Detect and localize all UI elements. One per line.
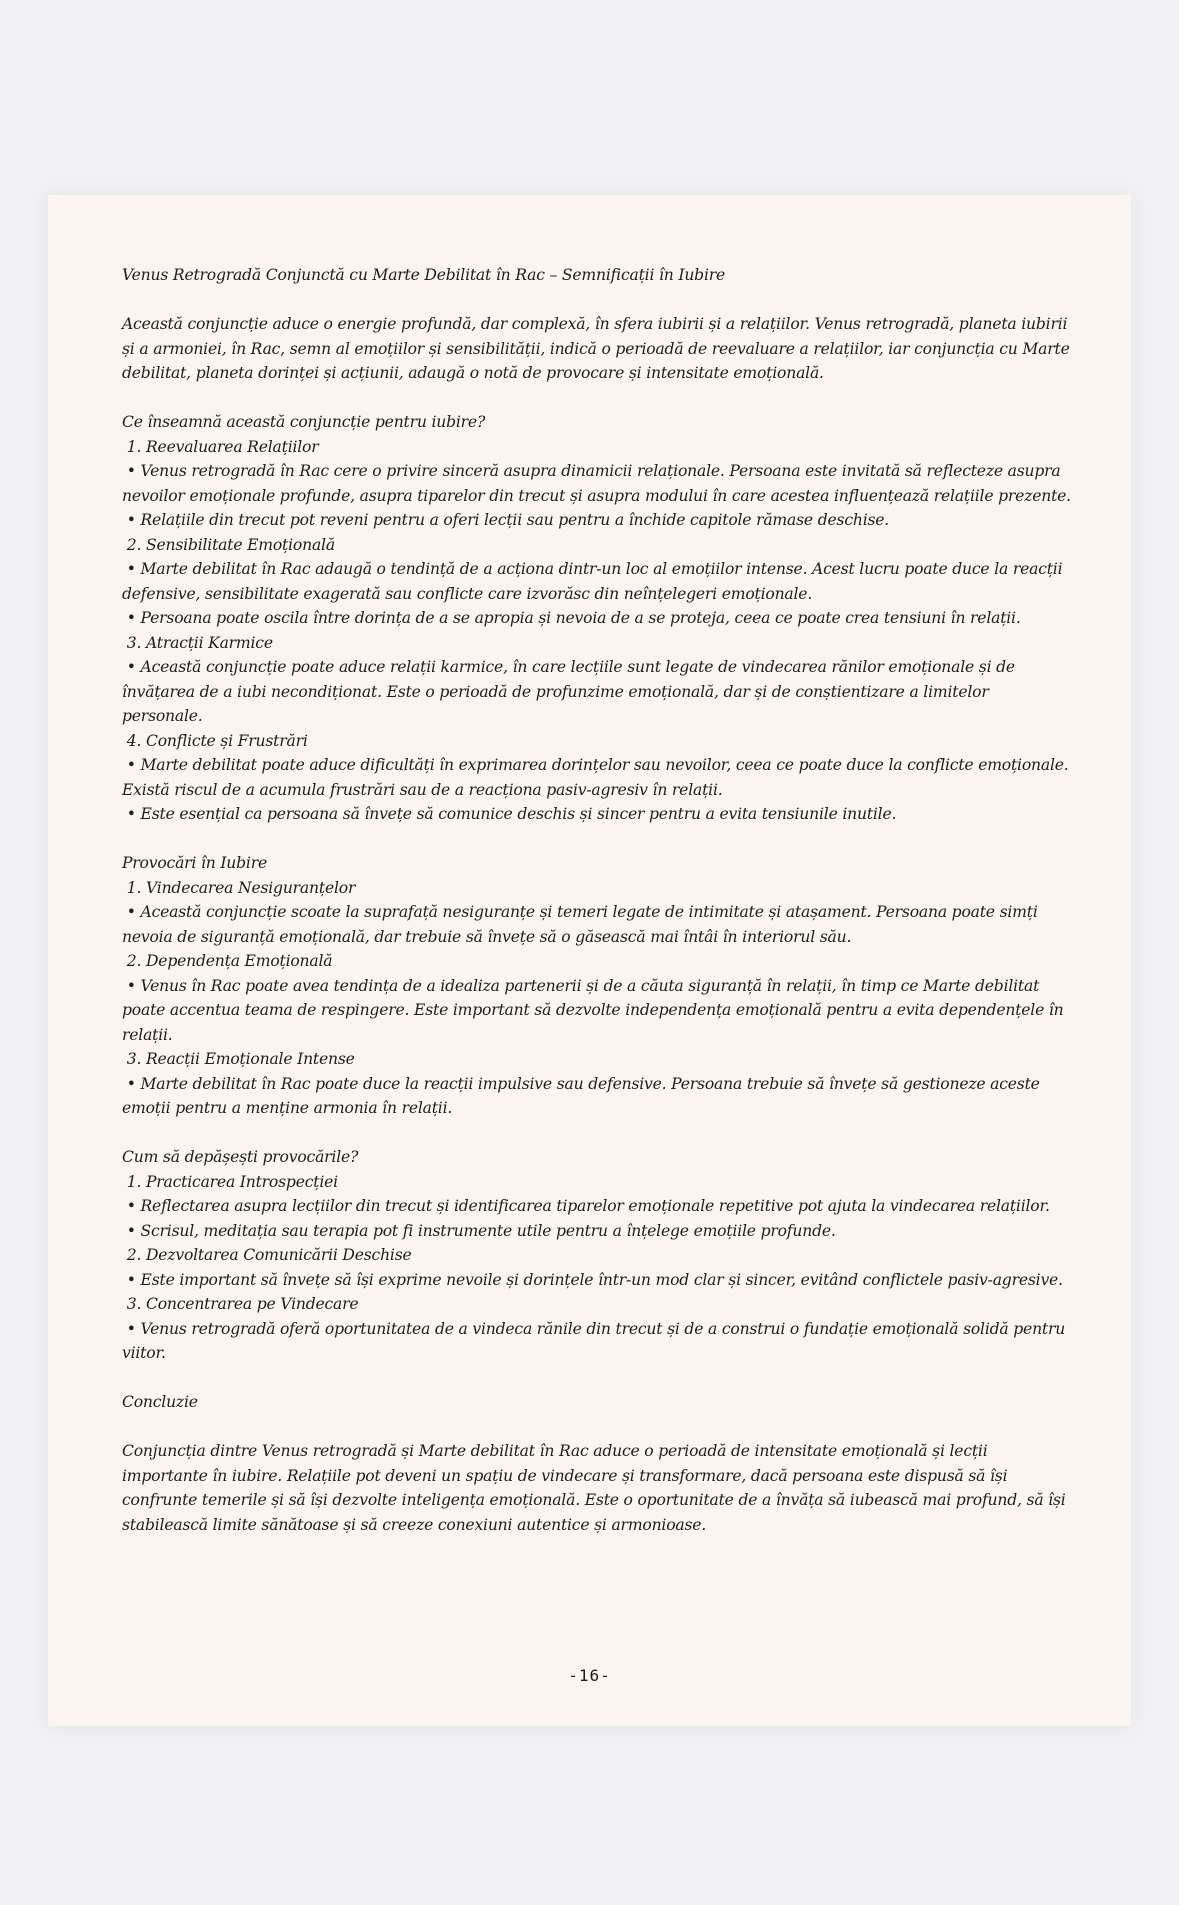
document-body (122, 263, 1075, 1537)
list-item: 4. Conflicte și Frustrări (122, 731, 308, 750)
spacer (122, 386, 1072, 411)
list-item: • Această conjuncție scoate la suprafață nesiguranțe și temeri legate de intimitate și atașament. Persoana poate simți nevoia de siguranță emoțională, dar trebuie să învețe să o găsească mai întâi în interiorul său. (122, 903, 1043, 946)
section-heading: Ce înseamnă această conjuncție pentru iubire? (122, 413, 486, 431)
section-list (122, 1170, 1072, 1366)
list-item: • Venus retrogradă oferă oportunitatea de a vindeca rănile din trecut și de a construi o fundație emoțională solidă pentru viitor. (122, 1319, 1070, 1362)
list-item: • Venus în Rac poate avea tendința de a idealiza partenerii și de a căuta siguranță în relații, în timp ce Marte debilitat poate accentua teama de respingere. Este important să dezvolte independența emoțională pentru a evita dependențele în relații. (122, 976, 1069, 1044)
list-item: 3. Concentrarea pe Vindecare (122, 1295, 359, 1313)
list-item: • Venus retrogradă în Rac cere o privire sinceră asupra dinamicii relaționale. Persoana este invitată să reflecteze asupra nevoilor emoționale profunde, asupra tiparelor din trecut și asupra modului în care acestea influențează relațiile prezente. (122, 462, 1071, 505)
list-item: • Este esențial ca persoana să învețe să comunice deschis și sincer pentru a evita tensiunile inutile. (122, 805, 897, 823)
list-item: 1. Reevaluarea Relațiilor (122, 437, 319, 456)
list-item: 2. Dezvoltarea Comunicării Deschise (122, 1246, 412, 1264)
list-item: 3. Atracții Karmice (122, 633, 273, 652)
spacer (122, 1366, 1072, 1391)
section-list (122, 876, 1072, 1121)
document-page (48, 195, 1131, 1726)
intro-paragraph: Această conjuncție aduce o energie profundă, dar complexă, în sfera iubirii și a relațiilor. Venus retrogradă, planeta iubirii și a armoniei, în Rac, semn al emoțiilor și sensibilității, indică o perioadă de reevaluare a relațiilor, iar conjuncția cu Marte debilitat, planeta dorinței și acțiunii, adaugă o notă de provocare și intensitate emoțională. (122, 315, 1075, 382)
list-item: • Marte debilitat în Rac adaugă o tendință de a acționa dintr-un loc al emoțiilor intense. Acest lucru poate duce la reacții defensive, sensibilitate exagerată sau conflicte care izvorăsc din neînțelegeri emoționale. (122, 560, 1068, 603)
list-item: 2. Dependența Emoțională (122, 952, 333, 970)
list-item: • Reflectarea asupra lecțiilor din trecut și identificarea tiparelor emoționale repetitive pot ajuta la vindecarea relațiilor. (122, 1197, 1050, 1215)
conclusion-paragraph: Conjuncția dintre Venus retrogradă și Marte debilitat în Rac aduce o perioadă de intensitate emoțională și lecții importante în iubire. Relațiile pot deveni un spațiu de vindecare și transformare, dacă persoana este dispusă să își confrunte temerile și să își dezvolte inteligența emoțională. Este o oportunitate de a învăța să iubească mai profund, să își stabilească limite sănătoase și să creeze conexiuni autentice și armonioase. (122, 1442, 1071, 1534)
list-item: 1. Vindecarea Nesiguranțelor (122, 878, 356, 897)
list-item: • Relațiile din trecut pot reveni pentru a oferi lecții sau pentru a închide capitole rămase deschise. (122, 511, 890, 529)
section-list (122, 435, 1072, 827)
list-item: • Este important să învețe să își exprime nevoile și dorințele într-un mod clar și sincer, evitând conflictele pasiv-agresive. (122, 1270, 1063, 1289)
list-item: • Marte debilitat în Rac poate duce la reacții impulsive sau defensive. Persoana trebuie să învețe să gestioneze aceste emoții pentru a menține armonia în relații. (122, 1074, 1045, 1117)
list-item: 3. Reacții Emoționale Intense (122, 1050, 355, 1068)
section-heading: Cum să depășești provocările? (122, 1148, 359, 1166)
list-item: • Scrisul, meditația sau terapia pot fi instrumente utile pentru a înțelege emoțiile profunde. (122, 1221, 836, 1240)
list-item: 2. Sensibilitate Emoțională (122, 535, 335, 554)
list-item: • Persoana poate oscila între dorința de a se apropia și nevoia de a se proteja, ceea ce poate crea tensiuni în relații. (122, 609, 1021, 627)
spacer (122, 1121, 1072, 1146)
list-item: 1. Practicarea Introspecției (122, 1172, 338, 1191)
page-number: -16- (568, 1666, 611, 1685)
section-heading: Provocări în Iubire (122, 854, 268, 872)
spacer (122, 1415, 1072, 1440)
list-item: • Această conjuncție poate aduce relații karmice, în care lecțiile sunt legate de vindecarea rănilor emoționale și de învățarea de a iubi necondiționat. Este o perioadă de profunzime emoțională, dar și de conștientizare a limitelor personale. (122, 658, 1020, 725)
spacer (122, 827, 1072, 852)
list-item: • Marte debilitat poate aduce dificultăți în exprimarea dorințelor sau nevoilor, ceea ce poate duce la conflicte emoționale. Există riscul de a acumula frustrări sau de a reacționa pasiv-agresiv în relații. (122, 756, 1074, 799)
document-title: Venus Retrogradă Conjunctă cu Marte Debilitat în Rac – Semnificații în Iubire (122, 266, 726, 284)
spacer (122, 288, 1072, 313)
conclusion-heading: Concluzie (122, 1393, 198, 1411)
